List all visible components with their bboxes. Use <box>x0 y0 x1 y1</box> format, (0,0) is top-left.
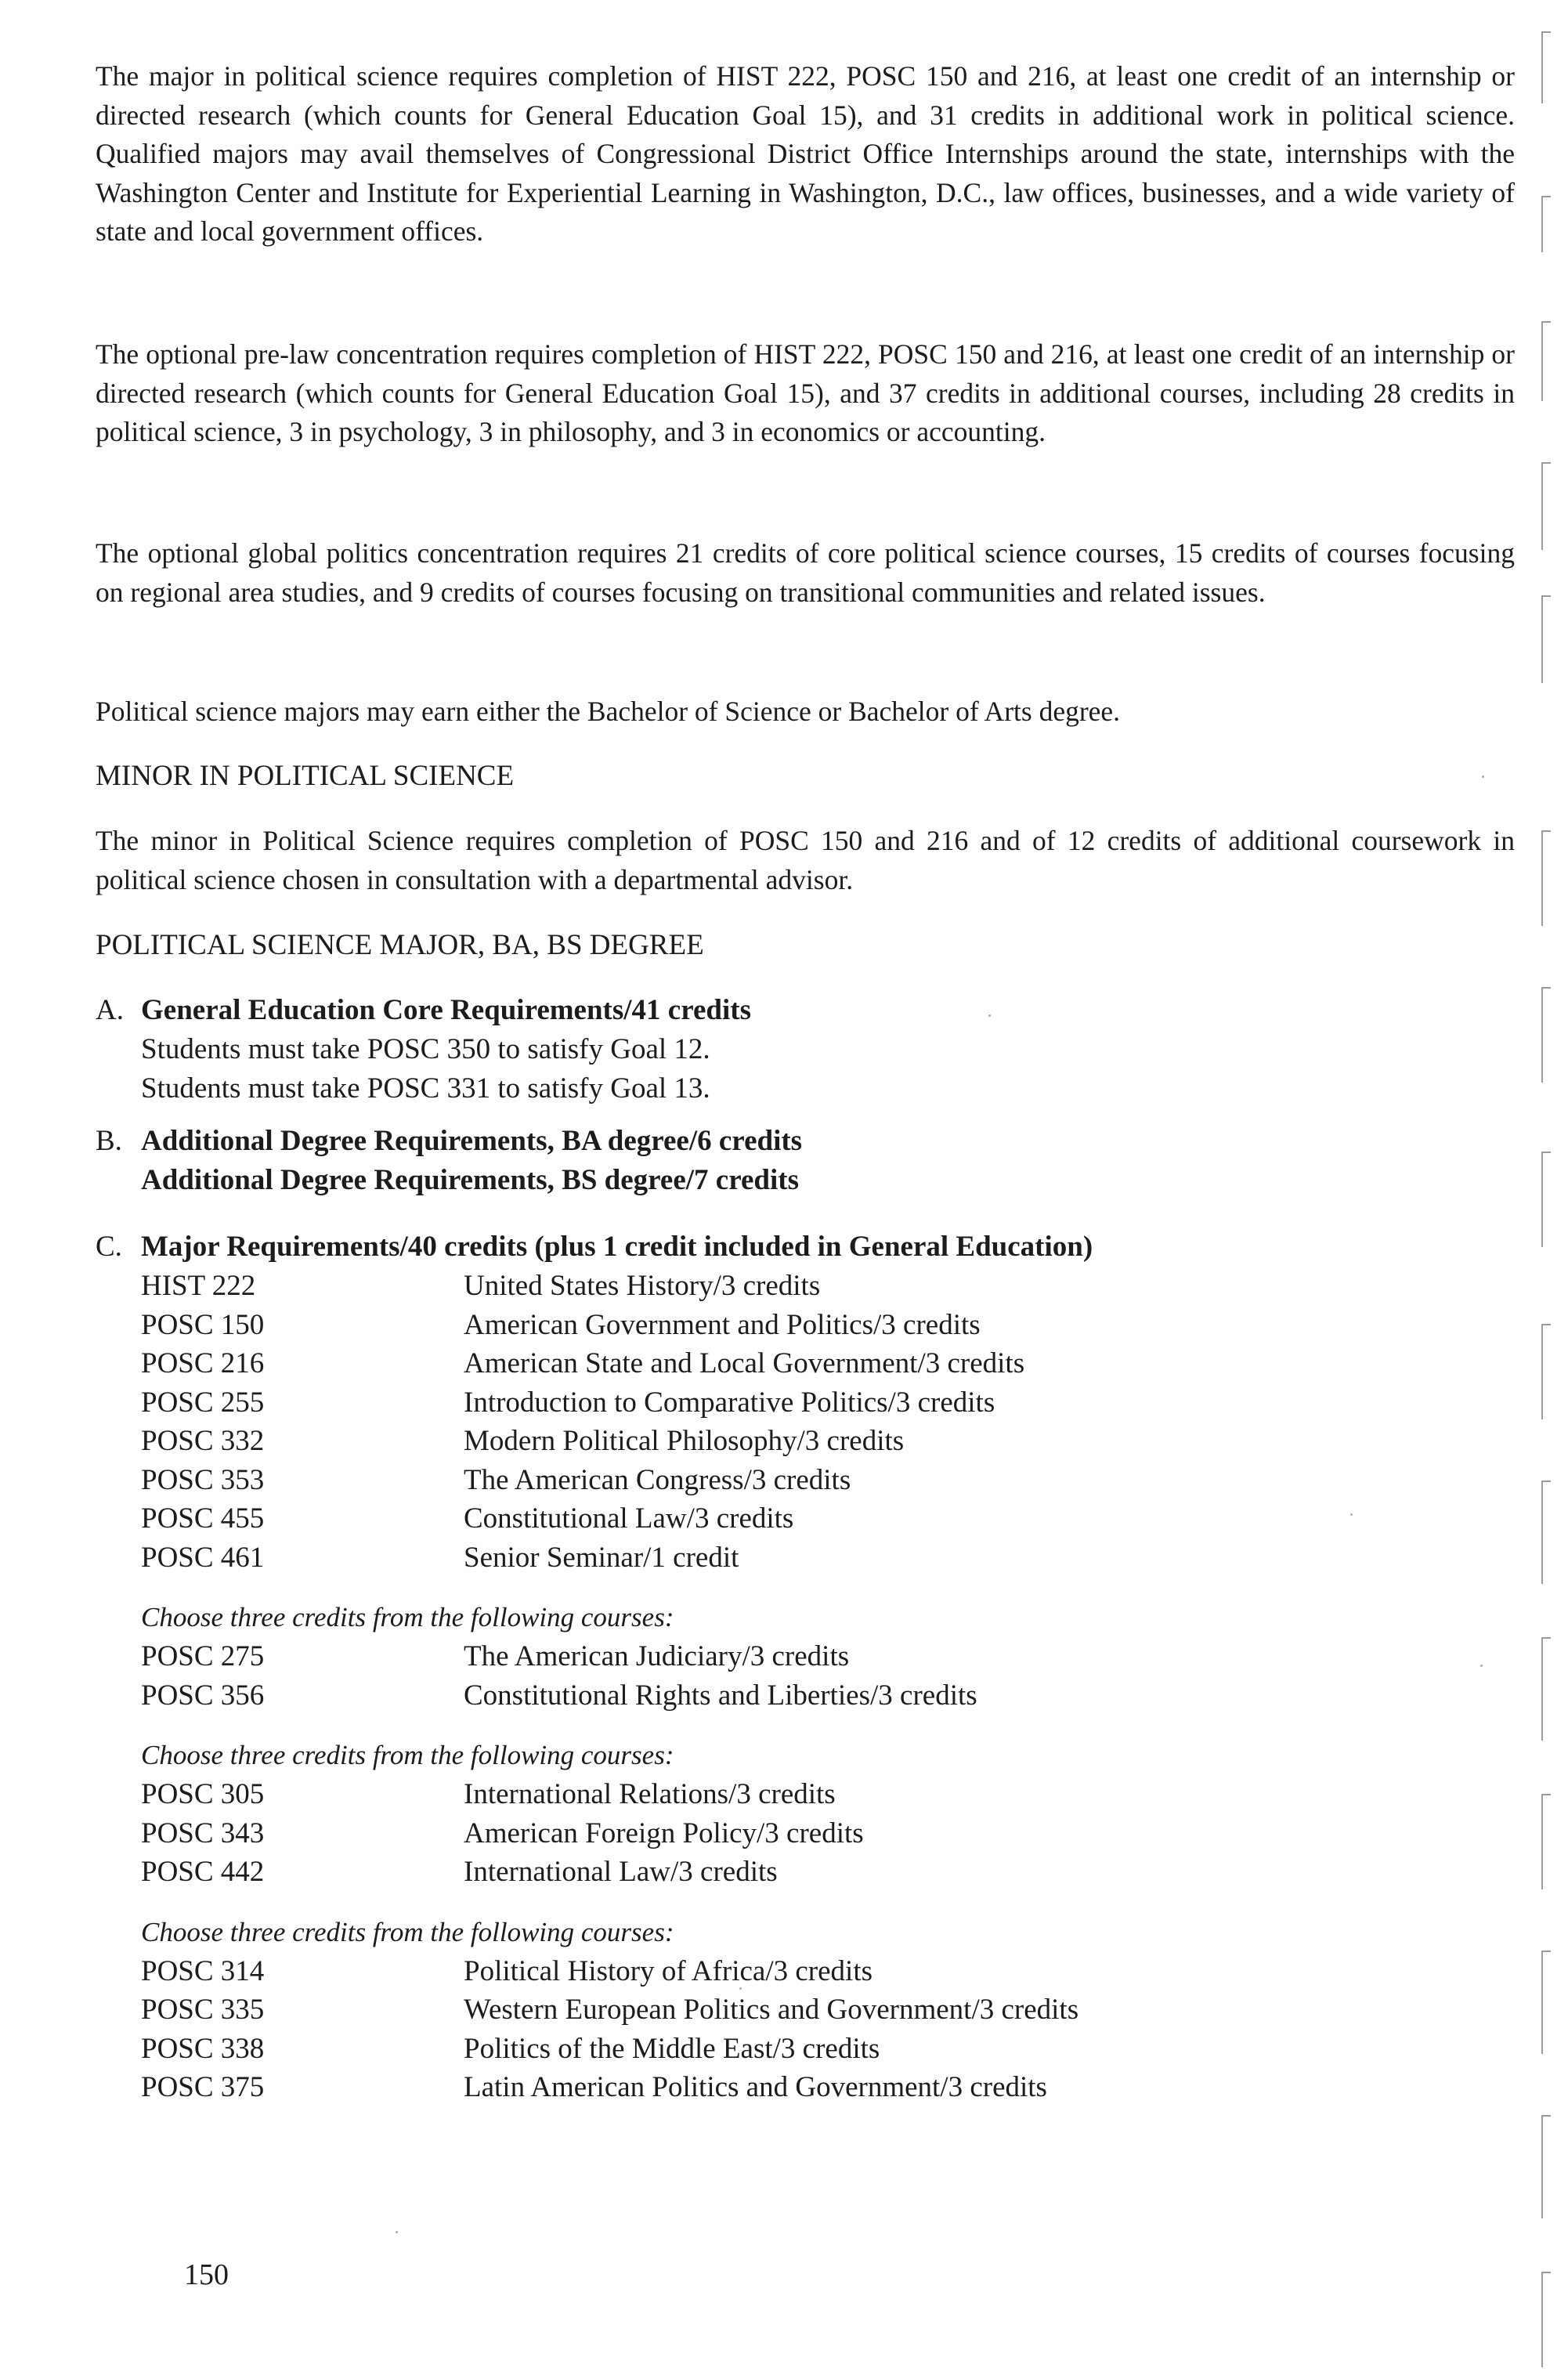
choice-group <box>96 1913 1349 2107</box>
course-title: Constitutional Rights and Liberties/3 credits <box>464 1679 977 1712</box>
course-row <box>96 1637 1349 1676</box>
course-row <box>96 1775 1349 1814</box>
course-row <box>96 1461 1349 1500</box>
course-title: Introduction to Comparative Politics/3 credits <box>464 1386 995 1419</box>
course-title: Constitutional Law/3 credits <box>464 1502 794 1535</box>
choice-group <box>96 1598 1349 1715</box>
section-a-title: General Education Core Requirements/41 credits <box>141 994 751 1026</box>
scan-edge-mark <box>1541 1324 1551 1419</box>
scan-speck <box>739 1987 742 1990</box>
section-a-line: Students must take POSC 350 to satisfy Goal 12. <box>141 1033 710 1065</box>
course-title: Modern Political Philosophy/3 credits <box>464 1425 905 1457</box>
section-a <box>96 991 1349 1108</box>
course-title: American Government and Politics/3 credits <box>464 1308 981 1341</box>
course-code: POSC 343 <box>141 1817 265 1849</box>
section-c-title: Major Requirements/40 credits (plus 1 credit included in General Education) <box>141 1231 1093 1263</box>
course-title: Political History of Africa/3 credits <box>464 1954 873 1987</box>
course-row <box>96 2068 1349 2107</box>
course-code: POSC 150 <box>141 1308 265 1341</box>
course-code: POSC 338 <box>141 2032 265 2065</box>
section-a-letter: A. <box>96 994 124 1026</box>
course-code: POSC 305 <box>141 1778 265 1810</box>
course-code: POSC 353 <box>141 1463 265 1496</box>
course-code: POSC 255 <box>141 1386 265 1419</box>
scan-edge-mark <box>1541 987 1551 1083</box>
scan-edge-mark <box>1541 1637 1551 1741</box>
minor-heading: MINOR IN POLITICAL SCIENCE <box>96 760 515 792</box>
major-intro-paragraph: The major in political science requires completion of HIST 222, POSC 150 and 216, at least one credit of an internship or directed research (which counts for General Education Goal 15), and 31 credits in additional work in political science. Qualified majors may avail themselves of Congressional District Office Internships around the state, internships with the Washington Center and Institute for Experiential Learning in Washington, D.C., law offices, businesses, and a wide variety of state and local government offices. <box>96 60 1515 247</box>
course-title: The American Congress/3 credits <box>464 1463 851 1496</box>
section-c <box>96 1227 1349 2107</box>
course-row <box>96 1952 1349 1991</box>
choice-group-list <box>96 1598 1349 2107</box>
scan-edge-mark <box>1541 1951 1551 2054</box>
choice-group-label: Choose three credits from the following courses: <box>141 1916 674 1947</box>
core-course-list <box>96 1267 1349 1577</box>
course-row <box>96 1383 1349 1423</box>
course-row <box>96 1814 1349 1853</box>
section-b-title-bs: Additional Degree Requirements, BS degree/7 credits <box>141 1164 799 1196</box>
scan-edge-mark <box>1541 31 1551 103</box>
course-code: POSC 314 <box>141 1954 265 1987</box>
scan-edge-mark <box>1541 1152 1551 1247</box>
course-row <box>96 2030 1349 2069</box>
scan-edge-mark <box>1541 1794 1551 1889</box>
course-row <box>96 1422 1349 1461</box>
course-title: Politics of the Middle East/3 credits <box>464 2032 880 2065</box>
degree-heading: POLITICAL SCIENCE MAJOR, BA, BS DEGREE <box>96 929 704 961</box>
course-row <box>96 1853 1349 1892</box>
course-code: POSC 455 <box>141 1502 265 1535</box>
course-title: Latin American Politics and Government/3 credits <box>464 2071 1047 2103</box>
course-code: POSC 275 <box>141 1640 265 1672</box>
course-title: Senior Seminar/1 credit <box>464 1541 739 1574</box>
scan-speck <box>396 2231 398 2233</box>
scan-edge-mark <box>1541 2115 1551 2218</box>
course-code: POSC 461 <box>141 1541 265 1574</box>
course-row <box>96 1990 1349 2030</box>
global-politics-paragraph: The optional global politics concentration requires 21 credits of core political science courses, 15 credits of courses focusing on regional area studies, and 9 credits of courses focusing on transitional communities and related issues. <box>96 537 1515 608</box>
scan-edge-mark <box>1541 196 1551 252</box>
scan-speck <box>1480 1665 1483 1667</box>
section-b <box>96 1122 1349 1200</box>
course-row <box>96 1676 1349 1716</box>
section-c-letter: C. <box>96 1231 122 1263</box>
course-row <box>96 1344 1349 1383</box>
minor-paragraph: The minor in Political Science requires completion of POSC 150 and 216 and of 12 credits of additional coursework in political science chosen in consultation with a departmental advisor. <box>96 825 1515 895</box>
course-row <box>96 1306 1349 1345</box>
choice-group <box>96 1736 1349 1892</box>
course-code: POSC 216 <box>141 1347 265 1379</box>
degrees-paragraph: Political science majors may earn either the Bachelor of Science or Bachelor of Arts degree. <box>96 696 1121 727</box>
course-code: POSC 375 <box>141 2071 265 2103</box>
scan-edge-mark <box>1541 595 1551 683</box>
course-code: HIST 222 <box>141 1270 256 1302</box>
course-row <box>96 1538 1349 1578</box>
choice-group-label: Choose three credits from the following courses: <box>141 1602 674 1632</box>
course-title: International Relations/3 credits <box>464 1778 836 1810</box>
course-title: American Foreign Policy/3 credits <box>464 1817 864 1849</box>
scan-speck <box>1350 1513 1353 1516</box>
course-title: Western European Politics and Government/3 credits <box>464 1994 1079 2026</box>
course-title: International Law/3 credits <box>464 1856 778 1888</box>
course-row <box>96 1267 1349 1306</box>
course-code: POSC 356 <box>141 1679 265 1712</box>
section-b-title: Additional Degree Requirements, BA degree/6 credits <box>141 1125 803 1157</box>
prelaw-paragraph: The optional pre-law concentration requires completion of HIST 222, POSC 150 and 216, at least one credit of an internship or directed research (which counts for General Education Goal 15), and 37 credits in additional courses, including 28 credits in political science, 3 in psychology, 3 in philosophy, and 3 in economics or accounting. <box>96 338 1515 447</box>
scan-edge-mark <box>1541 2272 1551 2367</box>
course-title: United States History/3 credits <box>464 1270 821 1302</box>
scan-speck <box>988 1014 991 1017</box>
course-row <box>96 1499 1349 1538</box>
course-title: The American Judiciary/3 credits <box>464 1640 850 1672</box>
scan-edge-mark <box>1541 1481 1551 1584</box>
scan-edge-mark <box>1541 462 1551 550</box>
choice-group-label: Choose three credits from the following courses: <box>141 1740 674 1770</box>
course-code: POSC 442 <box>141 1856 265 1888</box>
course-title: American State and Local Government/3 credits <box>464 1347 1025 1379</box>
scan-edge-mark <box>1541 830 1551 926</box>
scan-speck <box>1482 776 1484 778</box>
course-code: POSC 332 <box>141 1425 265 1457</box>
scan-edge-mark <box>1541 321 1551 401</box>
page-number: 150 <box>184 2258 229 2291</box>
course-code: POSC 335 <box>141 1994 265 2026</box>
section-a-line: Students must take POSC 331 to satisfy Goal 13. <box>141 1072 710 1105</box>
section-b-letter: B. <box>96 1125 122 1157</box>
